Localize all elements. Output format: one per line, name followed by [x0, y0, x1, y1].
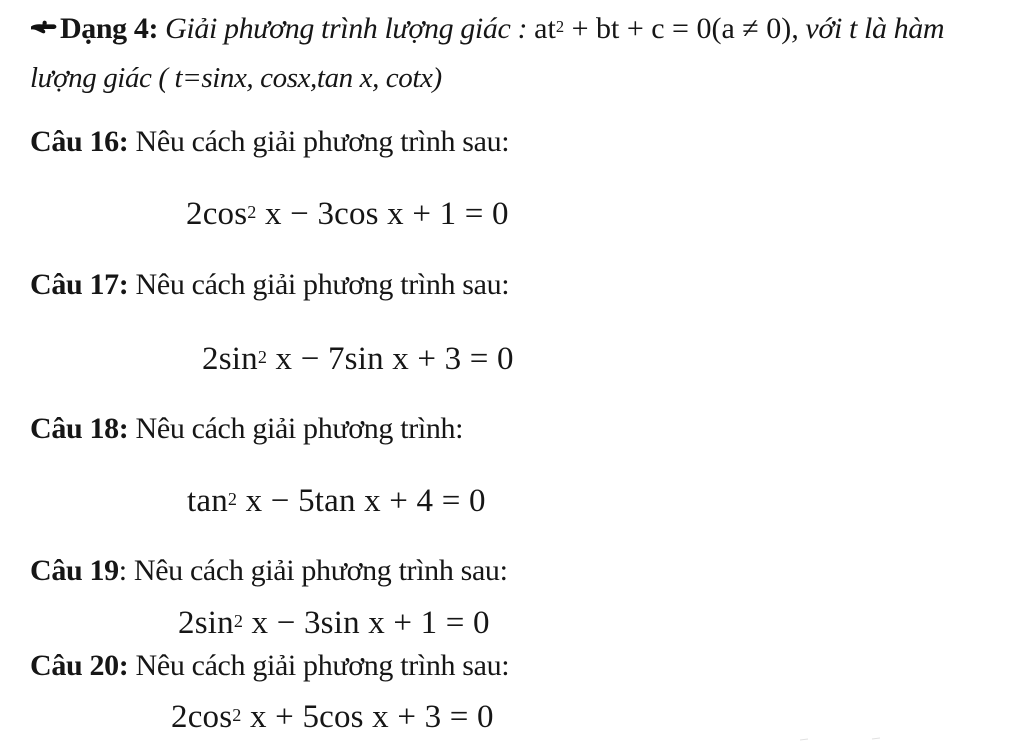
formula-20	[171, 701, 494, 734]
formula-after: x − 5tan x + 4 = 0	[237, 483, 486, 519]
formula-18	[187, 485, 486, 518]
formula-after: x − 3sin x + 1 = 0	[243, 605, 490, 641]
formula-before: 2sin	[202, 341, 258, 377]
formula-16	[186, 198, 509, 231]
formula-exponent: 2	[233, 610, 244, 631]
formula-before: 2cos	[171, 699, 233, 735]
question-label: Câu 18:	[30, 412, 129, 445]
formula-after: x − 7sin x + 3 = 0	[267, 341, 514, 377]
section-intro: Giải phương trình lượng giác :	[158, 12, 535, 45]
question-text: Nêu cách giải phương trình sau:	[128, 268, 510, 301]
section-after-text: , với t là hàm	[791, 12, 945, 45]
inline-formula-a: at	[534, 12, 556, 45]
formula-exponent: 2	[227, 488, 238, 509]
formula-17	[202, 343, 514, 376]
section-label: Dạng 4:	[60, 12, 159, 45]
question-19	[30, 556, 508, 586]
question-text: Nêu cách giải phương trình sau:	[128, 649, 510, 682]
question-20	[30, 651, 509, 681]
question-text: Nêu cách giải phương trình sau:	[128, 125, 510, 158]
formula-before: 2cos	[186, 196, 248, 232]
section-heading-line-2: lượng giác ( t=sinx, cosx,tan x, cotx)	[30, 62, 442, 94]
question-text: : Nêu cách giải phương trình sau:	[118, 554, 508, 587]
question-text: Nêu cách giải phương trình:	[128, 412, 464, 445]
question-label: Câu 20:	[30, 649, 129, 682]
question-18	[30, 414, 463, 444]
pointing-hand-icon	[30, 10, 58, 28]
scan-noise-mark	[800, 737, 880, 741]
question-label: Câu 16:	[30, 125, 129, 158]
question-label: Câu 17:	[30, 268, 129, 301]
formula-exponent: 2	[257, 346, 268, 367]
formula-before: tan	[187, 483, 228, 519]
formula-exponent: 2	[232, 704, 242, 725]
formula-after: x − 3cos x + 1 = 0	[256, 196, 509, 232]
question-17	[30, 270, 509, 300]
question-label: Câu 19	[30, 554, 119, 587]
formula-before: 2sin	[178, 605, 234, 641]
section-heading	[30, 10, 944, 44]
inline-formula-rest: + bt + c = 0(a ≠ 0)	[564, 12, 792, 45]
inline-formula-exponent: 2	[555, 17, 565, 37]
formula-exponent: 2	[247, 201, 257, 222]
question-16	[30, 127, 509, 157]
formula-after: x + 5cos x + 3 = 0	[241, 699, 494, 735]
section-inline-formula	[534, 12, 791, 45]
formula-19	[178, 607, 490, 640]
